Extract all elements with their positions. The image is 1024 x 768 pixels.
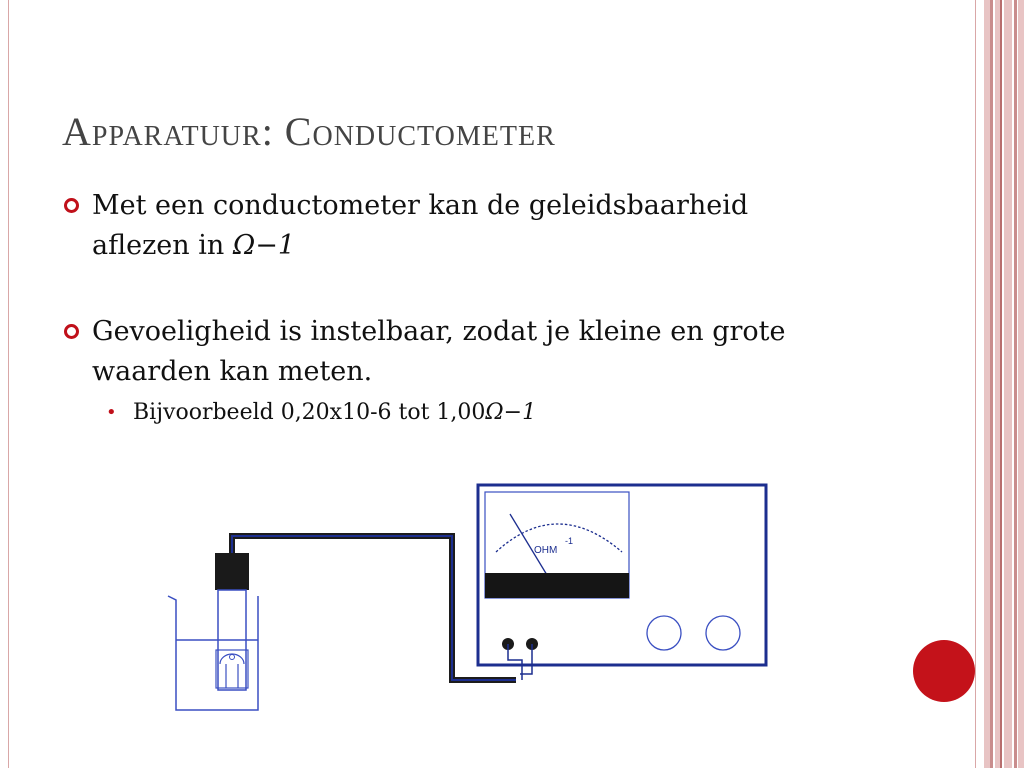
sub-bullet-marker-icon: •	[106, 402, 117, 423]
bullet-marker-icon	[64, 324, 79, 339]
bullet-text: Gevoeligheid is instelbaar, zodat je kleine en grote waarden kan meten.	[92, 316, 786, 387]
bullet-item	[62, 312, 852, 392]
bullet-marker-icon	[64, 198, 79, 213]
bullet-list	[62, 186, 852, 428]
slide-frame-left-line	[8, 0, 9, 768]
beaker	[168, 596, 258, 710]
decorative-stripe	[1014, 0, 1017, 768]
slide-frame-right-line	[975, 0, 976, 768]
decorative-stripe	[1004, 0, 1012, 768]
probe-cable	[232, 536, 516, 680]
range-knob-icon[interactable]	[706, 616, 740, 650]
meter-black-band	[485, 573, 629, 598]
meter-unit-superscript: -1	[565, 536, 574, 546]
slide-title: Apparatuur: Conductometer	[62, 109, 556, 154]
decorative-stripe	[1000, 0, 1002, 768]
bullet-item	[62, 186, 852, 266]
sensitivity-knob-icon[interactable]	[647, 616, 681, 650]
conductometer-diagram	[160, 478, 780, 718]
sub-bullet-item	[62, 398, 852, 428]
meter-unit-label: OHM	[534, 545, 558, 556]
decorative-stripe	[990, 0, 993, 768]
unit-symbol: Ω−1	[485, 400, 537, 425]
bullet-text: Met een conductometer kan de geleidsbaarheid aflezen in	[92, 190, 749, 261]
accent-circle	[913, 640, 975, 702]
decorative-stripe	[1018, 0, 1024, 768]
sub-bullet-text: Bijvoorbeeld 0,20x10-6 tot 1,00	[133, 400, 486, 425]
electrode-probe	[215, 553, 249, 690]
unit-symbol: Ω−1	[232, 230, 296, 261]
